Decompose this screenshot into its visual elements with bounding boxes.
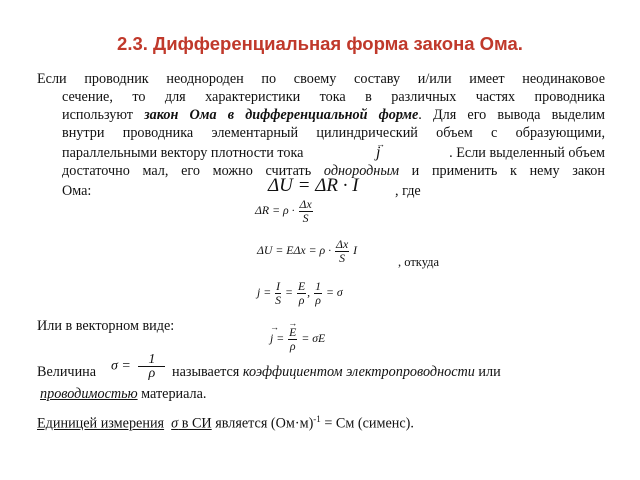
text-velichina: Величина xyxy=(37,364,97,380)
text-provodimost: проводимостью материала. xyxy=(40,386,207,402)
text-gde: , где xyxy=(395,183,421,199)
text-line-1: Если проводник неоднороден по своему составу и/или имеет неодинаковое xyxy=(37,71,605,87)
equation-j: j = $\frac{I}{S}$ = $\frac{E}{\rho}$ , $\frac{1}{\rho}$ = σ xyxy=(257,279,343,307)
text-line-5a: параллельными вектору плотности тока xyxy=(62,145,304,161)
text-vector-form: Или в векторном виде: xyxy=(37,318,175,334)
text-sigma-desc: называется коэффициентом электропроводности или xyxy=(172,364,501,380)
equation-vector: → j = → $\frac{E}{\rho}$ = σE xyxy=(270,326,325,353)
text-line-4: внутри проводника элементарный цилиндрический объем с образующими, xyxy=(62,125,605,141)
text-line-2: сечение, то для характеристики тока в различных частях проводника xyxy=(62,89,605,105)
page-title: 2.3. Дифференциальная форма закона Ома. xyxy=(117,33,523,54)
text-line-5b: . Если выделенный объем xyxy=(449,145,605,161)
text-line-3: используют закон Ома в дифференциальной форме. Для его вывода выделим xyxy=(62,107,605,123)
vector-j-inline: → j xyxy=(376,145,380,161)
equation-main: ΔU = ΔR · I xyxy=(268,175,359,196)
equation-delta-r: ΔR = ρ · $\frac{\Delta x}{S}$ xyxy=(255,197,312,225)
equation-delta-u: ΔU = EΔx = ρ · $\frac{\Delta x}{S}$ I xyxy=(257,237,358,265)
text-line-6: достаточно мал, его можно считать однородным и применить к нему закон xyxy=(62,163,605,179)
text-otkuda: , откуда xyxy=(398,255,440,269)
equation-sigma: σ = $\frac{1}{\rho}$ xyxy=(111,353,166,380)
text-units: Единицей измерения σ в СИ является $(Ом\cdot м)^{-1}$ = См (сименс). xyxy=(37,414,414,432)
text-line-7: Ома: xyxy=(62,183,92,199)
